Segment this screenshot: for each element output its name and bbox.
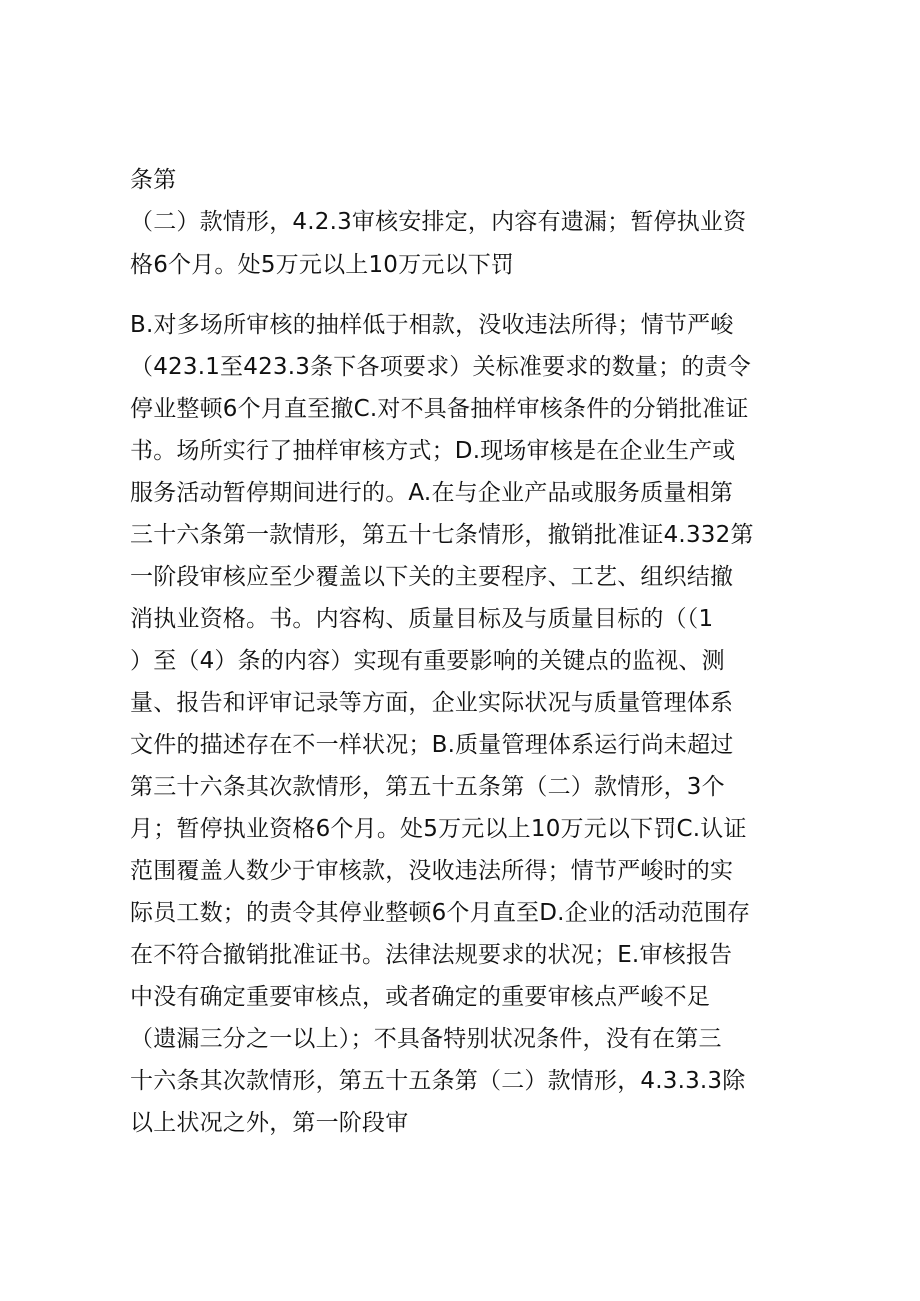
- text-line-2: （二）款情形，4.2.3审核安排定，内容有遗漏；暂停执业资: [130, 209, 747, 235]
- text-line-21: （遗漏三分之一以上）；不具备特别状况条件，没有在第三: [130, 1026, 722, 1052]
- text-line-20: 中没有确定重要审核点，或者确定的重要审核点严峻不足: [130, 984, 710, 1010]
- text-line-17: 范围覆盖人数少于审核款，没收违法所得；情节严峻时的实: [130, 858, 734, 884]
- text-line-9: 三十六条第一款情形，第五十七条情形，撤销批准证4.332第: [130, 522, 754, 548]
- text-line-7: 书。场所实行了抽样审核方式；D.现场审核是在企业生产或: [130, 438, 736, 464]
- text-line-15: 第三十六条其次款情形，第五十五条第（二）款情形，3个: [130, 774, 725, 800]
- text-line-8: 服务活动暂停期间进行的。A.在与企业产品或服务质量相第: [130, 480, 734, 506]
- text-line-13: 量、报告和评审记录等方面，企业实际状况与质量管理体系: [130, 690, 734, 716]
- text-line-5: （423.1至423.3条下各项要求）关标准要求的数量；的责令: [130, 354, 751, 380]
- text-line-16: 月；暂停执业资格6个月。处5万元以上10万元以下罚C.认证: [130, 816, 747, 842]
- text-line-18: 际员工数；的责令其停业整顿6个月直至D.企业的活动范围存: [130, 900, 751, 926]
- text-line-14: 文件的描述存在不一样状况；B.质量管理体系运行尚未超过: [130, 732, 734, 758]
- text-line-1: 条第: [130, 167, 177, 193]
- text-line-6: 停业整顿6个月直至撤C.对不具备抽样审核条件的分销批准证: [130, 396, 749, 422]
- text-line-12: ）至（4）条的内容）实现有重要影响的关键点的监视、测: [130, 648, 725, 674]
- text-line-11: 消执业资格。书。内容构、质量目标及与质量目标的（（1: [130, 606, 714, 632]
- text-line-3: 格6个月。处5万元以上10万元以下罚: [130, 252, 515, 278]
- text-line-23: 以上状况之外，第一阶段审: [130, 1110, 409, 1136]
- text-line-4: B.对多场所审核的抽样低于相款，没收违法所得；情节严峻: [130, 312, 734, 338]
- text-line-19: 在不符合撤销批准证书。法律法规要求的状况；E.审核报告: [130, 942, 733, 968]
- text-line-22: 十六条其次款情形，第五十五条第（二）款情形，4.3.3.3除: [130, 1068, 746, 1094]
- text-line-10: 一阶段审核应至少覆盖以下关的主要程序、工艺、组织结撤: [130, 564, 734, 590]
